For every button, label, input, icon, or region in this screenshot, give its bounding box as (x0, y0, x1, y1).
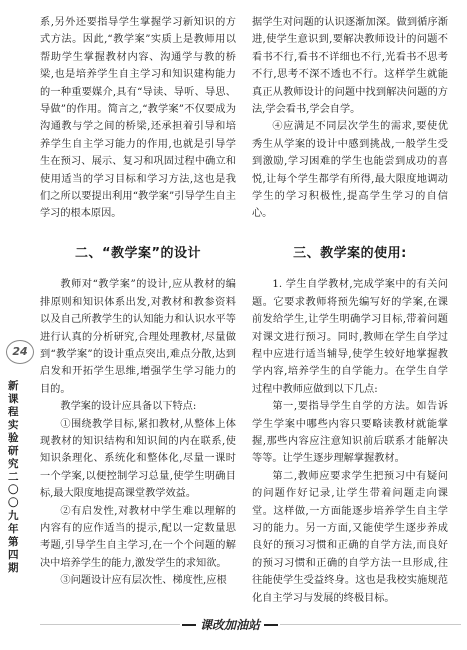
left-paragraph-2: 教学案的设计应具备以下特点: (60, 401, 197, 413)
right-intro-paragraph-2: ④应满足不同层次学生的需求,要使优秀生从学案的设计中感到挑战,一般学生受到激励,学习困难的学生也能尝到成功的喜悦,让每个学生都学有所得,最大限度地调动学生的学习积极性,提高学生学习的自信心。 (252, 121, 448, 220)
left-paragraph-1: 教师对“教学案”的设计,应从教材的编排原则和知识体系出发,对教材和教参资料以及自己所教学生的认知能力和认识水平等进行认真的分析研究,合理处理教材,尽量做到“教学案”的设计重点突出,难点分散,达到启发和开拓学生思维,增强学生学习能力的目的。 (40, 279, 236, 395)
right-intro-paragraph-1: 据学生对问题的认识逐渐加深。做到循序渐进,使学生意识到,要解决教师设计的问题不看书不行,看书不详细也不行,光看书不思考不行,思考不深不透也不行。这样学生就能真正从教师设计的问题中找到解决问题的方法,学会看书,学会自学。 (252, 17, 448, 116)
section-heading-usage: 三、教学案的使用: (293, 245, 407, 261)
left-paragraph-4: ②有启发性,对教材中学生难以理解的内容有的应作适当的提示,配以一定数量思考题,引导学生自主学习,在一个个问题的解决中培养学生的能力,激发学生的求知欲。 (40, 505, 236, 569)
journal-title (8, 380, 24, 575)
right-paragraph-3: 第二,教师应要求学生把预习中有疑问的问题作好记录,让学生带着问题走向课堂。这样做,一方面能逐步培养学生自主学习的能力。另一方面,又能使学生逐步养成良好的预习习惯和正确的自学方法,而良好的预习习惯和正确的自学方法一旦形成,往往能使学生受益终身。这也是我校实施规范化自主学习与发展的终极目标。 (252, 470, 448, 604)
footer-column-mark: 课改加油站 (180, 615, 280, 635)
left-paragraph-5: ③问题设计应有层次性、梯度性,应根 (60, 575, 227, 587)
left-column (40, 14, 236, 590)
left-paragraph-3: ①围绕教学目标,紧扣教材,从整体上体现教材的知识结构和知识间的内在联系,使知识条理化、系统化和整体化,尽量一课时一个学案,以便控制学习总量,使学生明确目标,最大限度地提高课堂教学效益。 (40, 418, 236, 500)
section-heading-design: 二、“教学案”的设计 (74, 245, 202, 261)
right-paragraph-1: 1. 学生自学教材,完成学案中的有关问题。它要求教师将预先编写好的学案,在课前发给学生,让学生明确学习目标,带着问题对课文进行预习。同时,教师在学生自学过程中应进行适当辅导,使学生较好地掌握教学内容,培养学生的自学能力。在学生自学过程中教师应做到以下几点: (252, 279, 448, 395)
left-intro-paragraph: 系,另外还要指导学生掌握学习新知识的方式方法。因此,“教学案”实质上是教师用以帮助学生掌握教材内容、沟通学与教的桥梁,也是培养学生自主学习和知识建构能力的一种重要媒介,具有“导读、导听、导思、导做”的作用。简言之,“教学案”不仅要成为沟通教与学之间的桥梁,还承担着引导和培养学生自主学习能力的作用,也就是引导学生在预习、展示、复习和巩固过程中确立和使用适当的学习目标和学习方法,这也是我们之所以要提出利用“教学案”引导学生自主学习的根本原因。 (40, 17, 236, 220)
right-column (252, 14, 448, 607)
right-paragraph-2: 第一,要指导学生自学的方法。如告诉学生学案中哪些内容只要略读教材就能掌握,那些内容应注意知识前后联系才能解决等等。让学生逐步理解掌握教材。 (252, 401, 448, 465)
journal-name: 新课程实验研究 (8, 380, 19, 470)
page-number: 24 (6, 340, 34, 364)
journal-issue: 二〇〇九年 第四期 (8, 471, 19, 574)
